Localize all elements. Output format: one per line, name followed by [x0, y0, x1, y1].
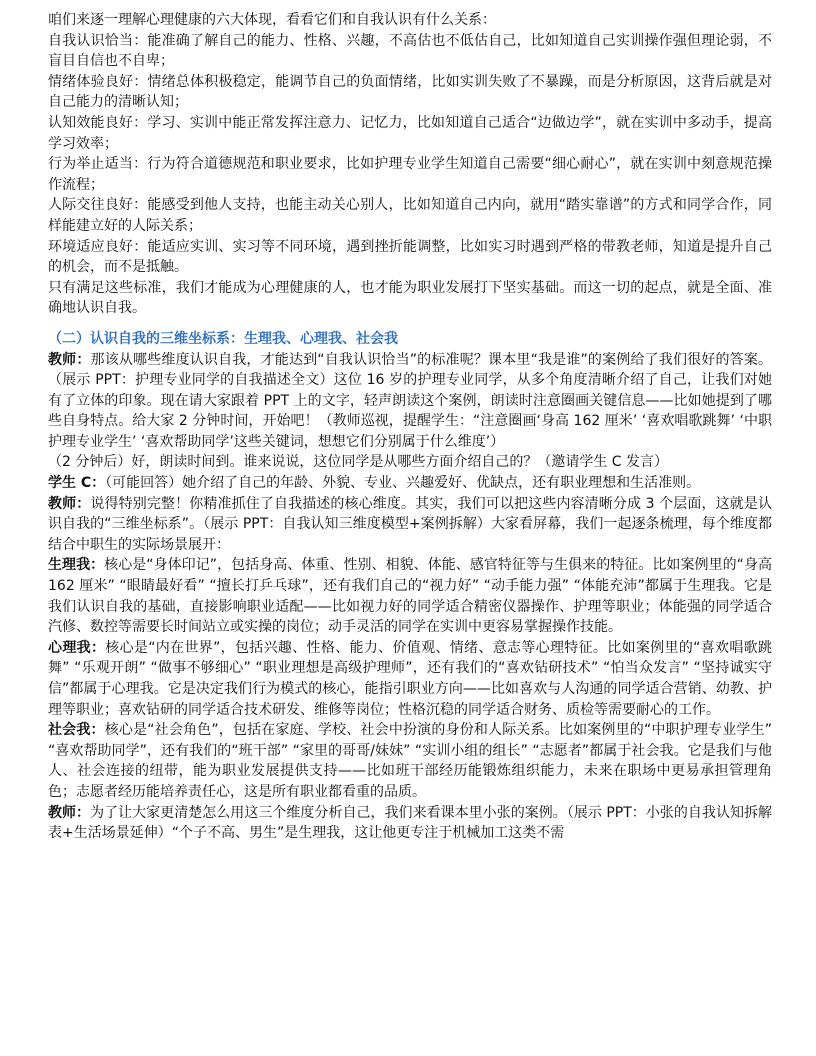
speaker-label: 心理我： [48, 639, 106, 656]
dialogue-teacher-4 [48, 803, 772, 844]
paragraph-behavior: 行为举止适当：行为符合道德规范和职业要求，比如护理专业学生知道自己需要“细心耐心”，就在实训中刻意规范操作流程； [48, 156, 772, 193]
dialogue-text: 为了让大家更清楚怎么用这三个维度分析自己，我们来看课本里小张的案例。（展示 PPT：小张的自我认知拆解表+生活场景延伸）“个子不高、男生”是生理我，这让他更专注于机械加工这类不需 [48, 804, 773, 842]
paragraph-cognition: 认知效能良好：学习、实训中能正常发挥注意力、记忆力，比如知道自己适合“边做边学”，就在实训中多动手，提高学习效率； [48, 114, 772, 152]
paragraph-environment: 环境适应良好：能适应实训、实习等不同环境，遇到挫折能调整，比如实习时遇到严格的带教老师，知道是提升自己的机会，而不是抵触。 [48, 238, 772, 276]
dialogue-text: 说得特别完整！你精准抓住了自我描述的核心维度。其实，我们可以把这些内容清晰分成 3 个层面，这就是认识自我的“三维坐标系”。（展示 PPT：自我认知三维度模型+案例拆解）大家看屏幕，我们一起逐条梳理，每个维度都结合中职生的实际场景展开： [48, 495, 773, 553]
speaker-label: 生理我： [48, 557, 105, 574]
dialogue-text: （2 分钟后）好，朗读时间到。谁来说说，这位同学是从哪些方面介绍自己的？（邀请学生 C 发言） [48, 454, 669, 471]
dialogue-text: 那该从哪些维度认识自我，才能达到“自我认识恰当”的标准呢？课本里“我是谁”的案例给了我们很好的答案。（展示 PPT：护理专业同学的自我描述全文）这位 16 岁的护理专业同学，从多个角度清晰介绍了自己，让我们对她有了立体的印象。现在请大家跟着 PPT 上的文字，轻声朗读这个案例，朗读时注意圈画关键信息——比如她提到了哪些自身特点。给大家 2 分钟时间，开始吧！（教师巡视，提醒学生：“注意圈画‘身高 162 厘米’ ‘喜欢唱歌跳舞’ ‘中职护理专业学生’ ‘喜欢帮助同学’这些关键词，想想它们分别属于什么维度’） [48, 351, 773, 450]
speaker-label: 学生 C： [48, 475, 106, 492]
paragraph-interpersonal: 人际交往良好：能感受到他人支持，也能主动关心别人，比如知道自己内向，就用“踏实靠谱”的方式和同学合作，同样能建立好的人际关系； [48, 197, 772, 234]
paragraph-intro: 咱们来逐一理解心理健康的六大体现，看看它们和自我认识有什么关系： [48, 12, 496, 28]
section-gap [48, 319, 772, 329]
dialogue-text: 核心是“内在世界”，包括兴趣、性格、能力、价值观、情绪、意志等心理特征。比如案例里的“喜欢唱歌跳舞” “乐观开朗” “做事不够细心” “职业理想是高级护理师”，还有我们的“喜欢钻研技术” “怕当众发言” “坚持诚实守信”都属于心理我。它是决定我们行为模式的核心，能指引职业方向——比如喜欢与人沟通的同学适合营销、幼教、护理等职业；喜欢钻研的同学适合技术研发、维修等岗位；性格沉稳的同学适合财务、质检等需要耐心的工作。 [48, 639, 772, 718]
dialogue-text: 核心是“身体印记”，包括身高、体重、性别、相貌、体能、感官特征等与生俱来的特征。比如案例里的“身高 162 厘米” “眼睛最好看” “擅长打乒乓球”，还有我们自己的“视力好” “动手能力强” “体能充沛”都属于生理我。它是我们认识自我的基础，直接影响职业适配——比如视力好的同学适合精密仪器操作、护理等职业；体能强的同学适合汽修、数控等需要长时间站立或实操的岗位；动手灵活的同学在实训中更容易掌握操作技能。 [48, 557, 772, 636]
section-heading: （二）认识自我的三维坐标系：生理我、心理我、社会我 [48, 330, 398, 347]
speaker-label: 教师： [48, 804, 91, 821]
paragraph-self-awareness: 自我认识恰当：能准确了解自己的能力、性格、兴趣，不高估也不低估自己，比如知道自己实训操作强但理论弱，不盲目自信也不自卑； [48, 32, 772, 70]
dialogue-text: （可能回答）她介绍了自己的年龄、外貌、专业、兴趣爱好、优缺点，还有职业理想和生活准则。 [105, 475, 701, 492]
dialogue-text: 核心是“社会角色”，包括在家庭、学校、社会中扮演的身份和人际关系。比如案例里的“中职护理专业学生” “喜欢帮助同学”，还有我们的“班干部” “家里的哥哥/妹妹” “实训小组的组长” “志愿者”都属于社会我。它是我们与他人、社会连接的纽带，能为职业发展提供支持——比如班干部经历能锻炼组织能力，未来在职场中更易承担管理角色；志愿者经历能培养责任心，这是所有职业都看重的品质。 [48, 722, 773, 800]
dimension-psychological-self [48, 638, 772, 720]
dialogue-student-c [48, 473, 772, 494]
dimension-social-self [48, 720, 772, 802]
speaker-label: 教师： [48, 495, 91, 512]
document-page [48, 10, 772, 844]
dialogue-teacher-1 [48, 350, 772, 453]
speaker-label: 社会我： [48, 722, 105, 739]
paragraph-conclusion: 只有满足这些标准，我们才能成为心理健康的人，也才能为职业发展打下坚实基础。而这一切的起点，就是全面、准确地认识自我。 [48, 279, 772, 317]
dialogue-teacher-3 [48, 494, 772, 556]
dialogue-teacher-2 [48, 452, 772, 473]
dimension-physical-self [48, 555, 772, 637]
speaker-label: 教师： [48, 351, 91, 368]
paragraph-emotion: 情绪体验良好：情绪总体积极稳定，能调节自己的负面情绪，比如实训失败了不暴躁，而是分析原因，这背后就是对自己能力的清晰认知； [48, 73, 772, 111]
